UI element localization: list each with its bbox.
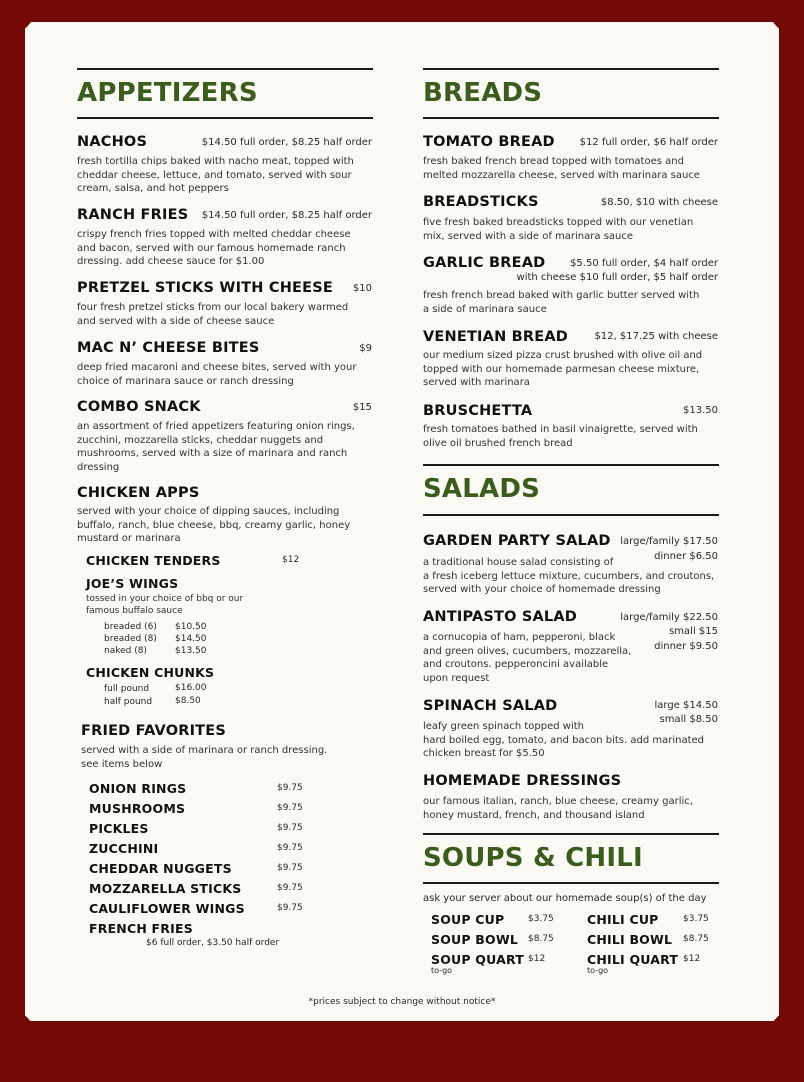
item-name: ONION RINGS <box>89 781 187 796</box>
item-price: $12 <box>683 954 701 964</box>
item-name: CHICKEN TENDERS <box>86 553 221 568</box>
item-price: $14.50 full order, $8.25 half order <box>201 137 372 148</box>
item-price: dinner $6.50 <box>654 551 718 562</box>
item-name: SPINACH SALAD <box>423 698 558 714</box>
item-name: BREADSTICKS <box>423 194 539 210</box>
item-name: MAC N’ CHEESE BITES <box>77 340 260 356</box>
item-name: JOE’S WINGS <box>86 576 179 591</box>
item-name: VENETIAN BREAD <box>423 329 569 345</box>
item-price: dinner $9.50 <box>654 641 718 652</box>
option-price: $13.50 <box>175 646 207 656</box>
item-name: SOUP CUP <box>431 912 505 927</box>
item-price: $14.50 full order, $8.25 half order <box>201 210 372 221</box>
item-price: $6 full order, $3.50 half order <box>146 938 280 948</box>
subsection-title-fried-favorites: FRIED FAVORITES <box>81 723 227 739</box>
section-rule <box>77 68 373 70</box>
item-price: $9.75 <box>277 783 303 793</box>
item-description: a cornucopia of ham, pepperoni, black and green olives, cucumbers, mozzarella, and croutons. pepperoncini available upon request <box>423 632 632 684</box>
item-price: $5.50 full order, $4 half order <box>570 258 718 269</box>
item-name: GARLIC BREAD <box>423 255 546 271</box>
item-price: large $14.50 <box>654 700 718 711</box>
item-name: COMBO SNACK <box>77 399 201 415</box>
item-description: our famous italian, ranch, blue cheese, creamy garlic, honey mustard, french, and thousand island <box>423 796 693 821</box>
item-name: RANCH FRIES <box>77 207 189 223</box>
subsection-description: served with your choice of dipping sauces, including buffalo, ranch, blue cheese, bbq, creamy garlic, honey mustard or marinara <box>77 506 351 544</box>
option-price: $8.50 <box>175 696 201 706</box>
option-label: breaded (6) <box>104 622 157 632</box>
item-price: $12, $17.25 with cheese <box>594 331 718 342</box>
item-description: leafy green spinach topped with hard boiled egg, tomato, and bacon bits. add marinated chicken breast for $5.50 <box>423 721 705 759</box>
section-rule <box>77 117 373 119</box>
item-name: GARDEN PARTY SALAD <box>423 533 611 549</box>
item-description: fresh french bread baked with garlic butter served with a side of marinara sauce <box>423 290 700 315</box>
item-description: four fresh pretzel sticks from our local bakery warmed and served with a side of cheese sauce <box>77 302 349 327</box>
item-price: $9.75 <box>277 883 303 893</box>
item-name: CHILI BOWL <box>587 932 673 947</box>
item-price: $15 <box>352 402 372 413</box>
item-price: $13.50 <box>683 405 718 416</box>
item-price: $8.75 <box>528 934 554 944</box>
item-description: five fresh baked breadsticks topped with our venetian mix, served with a side of marinara sauce <box>423 217 694 242</box>
item-description: a traditional house salad consisting of a fresh iceberg lettuce mixture, cucumbers, and croutons, served with your choice of homemade dressing <box>423 557 715 595</box>
item-price: $9 <box>359 343 372 354</box>
section-rule <box>423 833 719 835</box>
item-name: BRUSCHETTA <box>423 403 533 419</box>
item-price: $12 <box>282 555 300 565</box>
item-description: fresh tortilla chips baked with nacho meat, topped with cheddar cheese, lettuce, and tomato, served with sour cream, salsa, and hot peppers <box>77 156 354 194</box>
item-name: CHILI QUART <box>587 952 679 967</box>
item-name: SOUP QUART <box>431 952 524 967</box>
option-label: breaded (8) <box>104 634 157 644</box>
item-name: SOUP BOWL <box>431 932 518 947</box>
item-description: an assortment of fried appetizers featuring onion rings, zucchini, mozzarella sticks, cheddar nuggets and mushrooms, served with a size of marinara and ranch dressing <box>77 421 355 473</box>
item-name: CHEDDAR NUGGETS <box>89 861 232 876</box>
item-name: NACHOS <box>77 134 148 150</box>
item-name: FRENCH FRIES <box>89 921 193 936</box>
item-description: our medium sized pizza crust brushed with olive oil and topped with our homemade parmesan cheese mixture, served with marinara <box>423 350 703 388</box>
item-price: $8.75 <box>683 934 709 944</box>
item-price: $12 full order, $6 half order <box>579 137 718 148</box>
item-price: $9.75 <box>277 903 303 913</box>
section-rule <box>423 68 719 70</box>
option-label: half pound <box>104 697 153 707</box>
option-label: full pound <box>104 684 150 694</box>
item-price: $8.50, $10 with cheese <box>600 197 718 208</box>
section-rule <box>423 514 719 516</box>
item-description: tossed in your choice of bbq or our famous buffalo sauce <box>86 594 244 616</box>
option-price: $10.50 <box>175 622 207 632</box>
item-price: $10 <box>352 283 372 294</box>
item-name: ANTIPASTO SALAD <box>423 609 578 625</box>
item-note: to-go <box>587 966 609 975</box>
section-title-salads: SALADS <box>423 474 541 504</box>
section-title-breads: BREADS <box>423 78 543 108</box>
item-price: small $8.50 <box>659 714 718 725</box>
item-name: HOMEMADE DRESSINGS <box>423 773 622 789</box>
item-name: CHILI CUP <box>587 912 659 927</box>
section-title-soups-chili: SOUPS & CHILI <box>423 843 643 873</box>
item-name: MOZZARELLA STICKS <box>89 881 242 896</box>
item-name: PICKLES <box>89 821 149 836</box>
item-name: CHICKEN CHUNKS <box>86 665 215 680</box>
section-description: ask your server about our homemade soup(s) of the day <box>423 893 707 904</box>
item-price: small $15 <box>669 626 718 637</box>
item-price: large/family $22.50 <box>620 612 718 623</box>
item-price: large/family $17.50 <box>620 536 718 547</box>
section-rule <box>423 882 719 884</box>
item-note: to-go <box>431 966 453 975</box>
item-price: $9.75 <box>277 843 303 853</box>
item-name: TOMATO BREAD <box>423 134 555 150</box>
item-price: $9.75 <box>277 863 303 873</box>
option-label: naked (8) <box>104 646 147 656</box>
section-rule <box>423 117 719 119</box>
item-description: crispy french fries topped with melted cheddar cheese and bacon, served with our famous homemade ranch dressing. add cheese sauce for $1.00 <box>77 229 351 267</box>
item-description: fresh tomatoes bathed in basil vinaigrette, served with olive oil brushed french bread <box>423 424 698 449</box>
footer-note: *prices subject to change without notice* <box>308 997 496 1007</box>
item-name: ZUCCHINI <box>89 841 159 856</box>
item-price: $9.75 <box>277 803 303 813</box>
item-name: PRETZEL STICKS WITH CHEESE <box>77 280 333 296</box>
item-description: fresh baked french bread topped with tomatoes and melted mozzarella cheese, served with marinara sauce <box>423 156 700 181</box>
item-description: deep fried macaroni and cheese bites, served with your choice of marinara sauce or ranch dressing <box>77 362 357 387</box>
option-price: $14.50 <box>175 634 207 644</box>
item-price: $9.75 <box>277 823 303 833</box>
item-name: MUSHROOMS <box>89 801 186 816</box>
subsection-description: served with a side of marinara or ranch dressing. see items below <box>81 745 328 770</box>
item-price: $3.75 <box>528 914 554 924</box>
item-name: CAULIFLOWER WINGS <box>89 901 245 916</box>
option-price: $16.00 <box>175 683 207 693</box>
subsection-title-chicken-apps: CHICKEN APPS <box>77 485 200 501</box>
item-price: $12 <box>528 954 546 964</box>
item-price: with cheese $10 full order, $5 half order <box>516 272 718 283</box>
item-price: $3.75 <box>683 914 709 924</box>
section-title-appetizers: APPETIZERS <box>77 78 258 108</box>
section-rule <box>423 464 719 466</box>
